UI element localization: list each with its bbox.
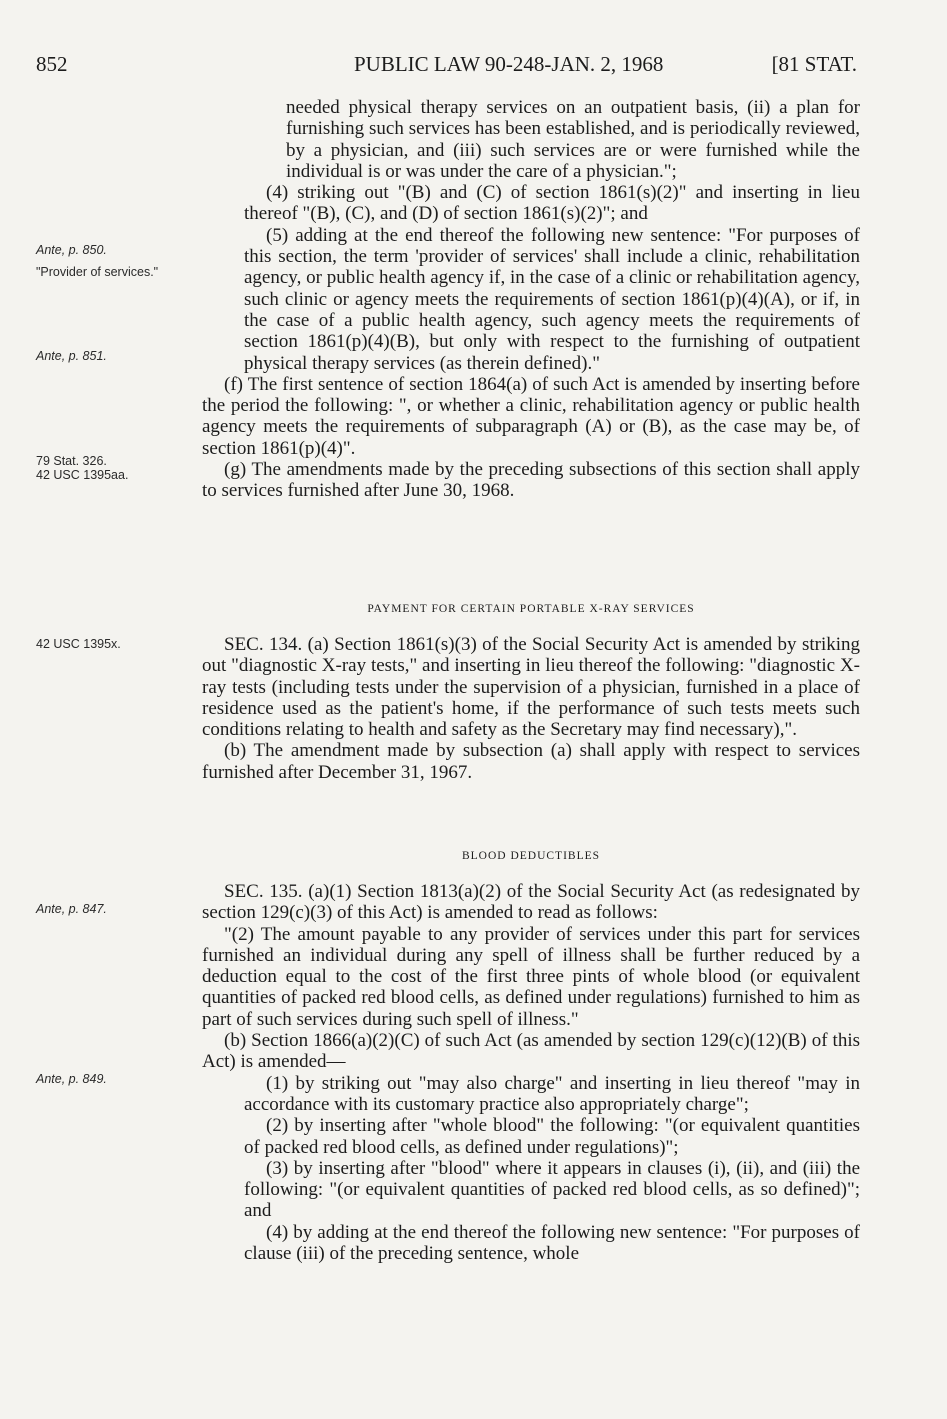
margin-note: Ante, p. 849. [36, 1072, 107, 1086]
margin-note: Ante, p. 851. [36, 349, 107, 363]
paragraph: (2) by inserting after "whole blood" the following: "(or equivalent quantities of packed red blood cells, as defined under regulations)"; [244, 1115, 860, 1158]
paragraph: (b) Section 1866(a)(2)(C) of such Act (as amended by section 129(c)(12)(B) of this Act) is amended— [202, 1030, 860, 1073]
paragraph: (5) adding at the end thereof the following new sentence: "For purposes of this section, the term 'provider of services' shall include a clinic, rehabilitation agency, or public health agency if, in the case of a clinic or rehabilitation agency, such clinic or agency meets the requirements of section 1861(p)(4)(A), or if, in the case of a public health agency, such agency meets the requirements of section 1861(p)(4)(B), but only with respect to the furnishing of outpatient physical therapy services (as therein defined)." [244, 224, 860, 374]
running-title: PUBLIC LAW 90-248-JAN. 2, 1968 [354, 52, 664, 76]
margin-note: Ante, p. 847. [36, 902, 107, 916]
paragraph: (1) by striking out "may also charge" and inserting in lieu thereof "may in accordance with its customary practice also appropriately charge"; [244, 1072, 860, 1115]
page-header [36, 52, 857, 82]
paragraph: (4) striking out "(B) and (C) of section 1861(s)(2)" and inserting in lieu thereof "(B), (C), and (D) of section 1861(s)(2)"; and [244, 182, 860, 225]
section-heading: BLOOD DEDUCTIBLES [461, 850, 601, 862]
body-text [202, 881, 860, 1264]
statute-reference: [81 STAT. [771, 52, 857, 76]
margin-note: 42 USC 1395x. [36, 637, 121, 651]
paragraph: (b) The amendment made by subsection (a) shall apply with respect to services furnished after December 31, 1967. [202, 740, 860, 783]
body-text [202, 97, 860, 502]
margin-note: 79 Stat. 326. 42 USC 1395aa. [36, 454, 129, 482]
paragraph: (3) by inserting after "blood" where it appears in clauses (i), (ii), and (iii) the following: "(or equivalent quantities of packed red blood cells, as so defined)"; and [244, 1157, 860, 1222]
paragraph: SEC. 134. (a) Section 1861(s)(3) of the Social Security Act is amended by striking out "diagnostic X-ray tests," and inserting in lieu thereof the following: "diagnostic X-ray tests (including tests under the supervision of a physician, furnished in a place of residence used as the patient's home, if the performance of such tests meets such conditions relating to health and safety as the Secretary may find necessary),". [202, 634, 860, 741]
body-text [202, 634, 860, 783]
section-heading: PAYMENT FOR CERTAIN PORTABLE X-RAY SERVICES [367, 603, 695, 615]
paragraph: (g) The amendments made by the preceding subsections of this section shall apply to services furnished after June 30, 1968. [202, 459, 860, 502]
paragraph: needed physical therapy services on an outpatient basis, (ii) a plan for furnishing such services has been established, and is periodically reviewed, by a physician, and (iii) such services are or were furnished while the individual is or was under the care of a physician."; [286, 97, 860, 182]
page-number: 852 [36, 52, 68, 76]
paragraph: (4) by adding at the end thereof the following new sentence: "For purposes of clause (iii) of the preceding sentence, whole [244, 1221, 860, 1265]
margin-note: "Provider of services." [36, 265, 159, 279]
paragraph: "(2) The amount payable to any provider of services under this part for services furnished an individual during any spell of illness shall be further reduced by a deduction equal to the cost of the first three pints of whole blood (or equivalent quantities of packed red blood cells, as defined under regulations) furnished to him as part of such services during such spell of illness." [202, 923, 860, 1030]
margin-note: Ante, p. 850. [36, 243, 107, 257]
paragraph: (f) The first sentence of section 1864(a) of such Act is amended by inserting before the period the following: ", or whether a clinic, rehabilitation agency or public health agency meets the requirements of subparagraph (A) or (B), as the case may be, of section 1861(p)(4)". [202, 373, 860, 459]
paragraph: SEC. 135. (a)(1) Section 1813(a)(2) of the Social Security Act (as redesignated by section 129(c)(3) of this Act) is amended to read as follows: [202, 881, 860, 924]
